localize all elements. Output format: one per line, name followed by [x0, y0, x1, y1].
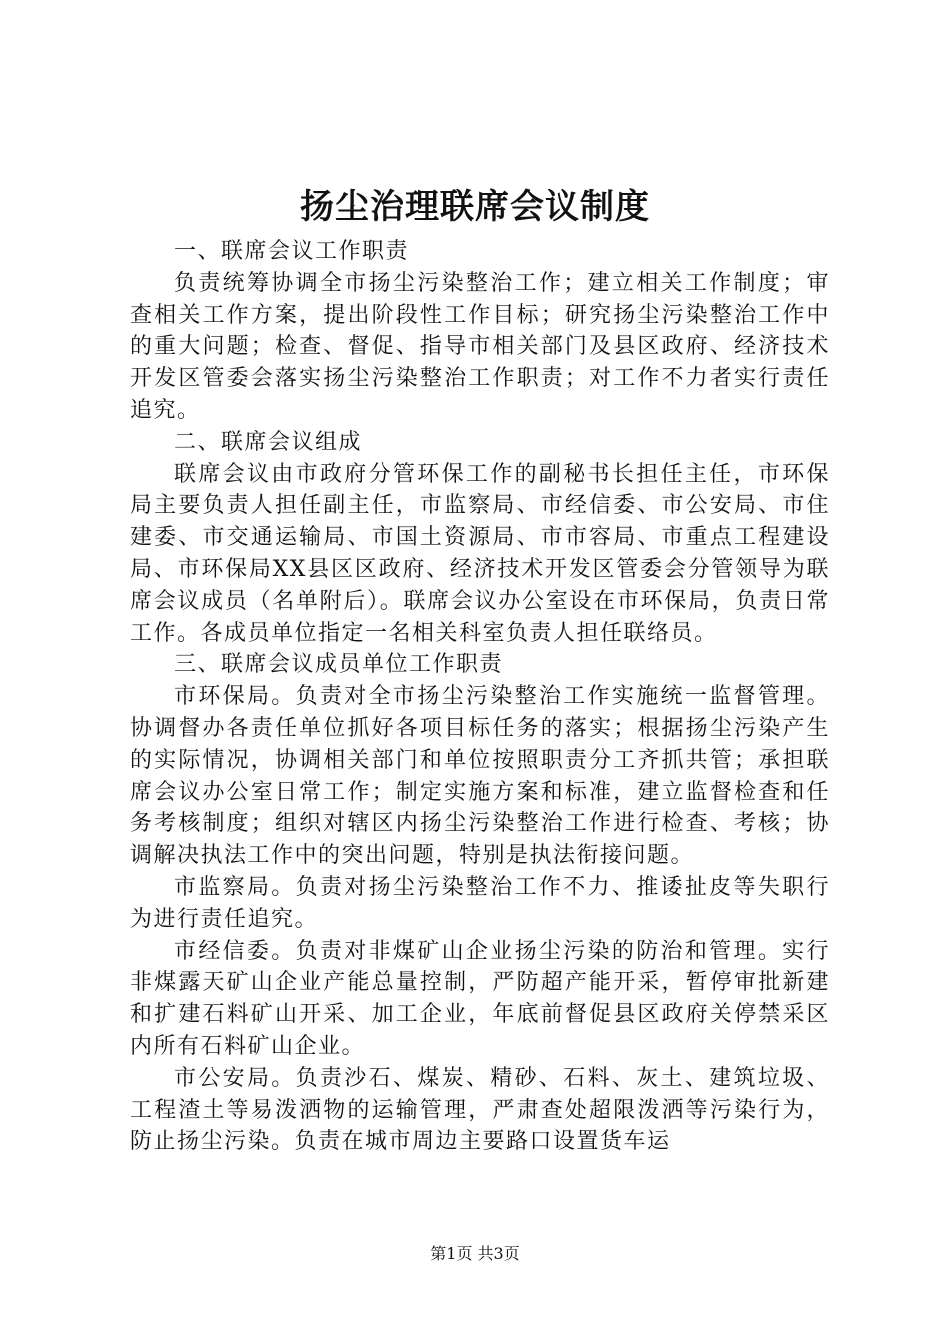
document-title: 扬尘治理联席会议制度 — [300, 187, 650, 227]
paragraph-environmental-bureau: 市环保局。负责对全市扬尘污染整治工作实施统一监督管理。协调督办各责任单位抓好各项目标任务的落实；根据扬尘污染产生的实际情况，协调相关部门和单位按照职责分工齐抓共管；承担联席会议办公室日常工作；制定实施方案和标准，建立监督检查和任务考核制度；组织对辖区内扬尘污染整治工作进行检查、考核；协调解决执法工作中的突出问题，特别是执法衔接问题。 — [130, 684, 830, 869]
section-heading-2: 二、联席会议组成 — [174, 429, 363, 455]
paragraph-public-security-bureau: 市公安局。负责沙石、煤炭、精砂、石料、灰土、建筑垃圾、工程渣土等易泼洒物的运输管理，严肃查处超限泼洒等污染行为，防止扬尘污染。负责在城市周边主要路口设置货车运 — [130, 1065, 830, 1155]
paragraph-supervision-bureau: 市监察局。负责对扬尘污染整治工作不力、推诿扯皮等失职行为进行责任追究。 — [130, 874, 830, 932]
section-heading-3: 三、联席会议成员单位工作职责 — [174, 652, 504, 678]
document-body — [130, 236, 830, 1158]
section-heading-1: 一、联席会议工作职责 — [174, 239, 410, 264]
page-footer: 第1页 共3页 — [430, 1244, 520, 1263]
paragraph-economic-commission: 市经信委。负责对非煤矿山企业扬尘污染的防治和管理。实行非煤露天矿山企业产能总量控制，严防超产能开采，暂停审批新建和扩建石料矿山开采、加工企业，年底前督促县区政府关停禁采区内所有石料矿山企业。 — [130, 938, 830, 1059]
paragraph-composition: 联席会议由市政府分管环保工作的副秘书长担任主任，市环保局主要负责人担任副主任，市监察局、市经信委、市公安局、市住建委、市交通运输局、市国土资源局、市市容局、市重点工程建设局、市环保局XX县区区政府、经济技术开发区管委会分管领导为联席会议成员（名单附后）。联席会议办公室设在市环保局，负责日常工作。各成员单位指定一名相关科室负责人担任联络员。 — [130, 461, 830, 646]
paragraph-duties: 负责统筹协调全市扬尘污染整治工作；建立相关工作制度；审查相关工作方案，提出阶段性工作目标；研究扬尘污染整治工作中的重大问题；检查、督促、指导市相关部门及县区政府、经济技术开发区管委会落实扬尘污染整治工作职责；对工作不力者实行责任追究。 — [130, 270, 830, 423]
